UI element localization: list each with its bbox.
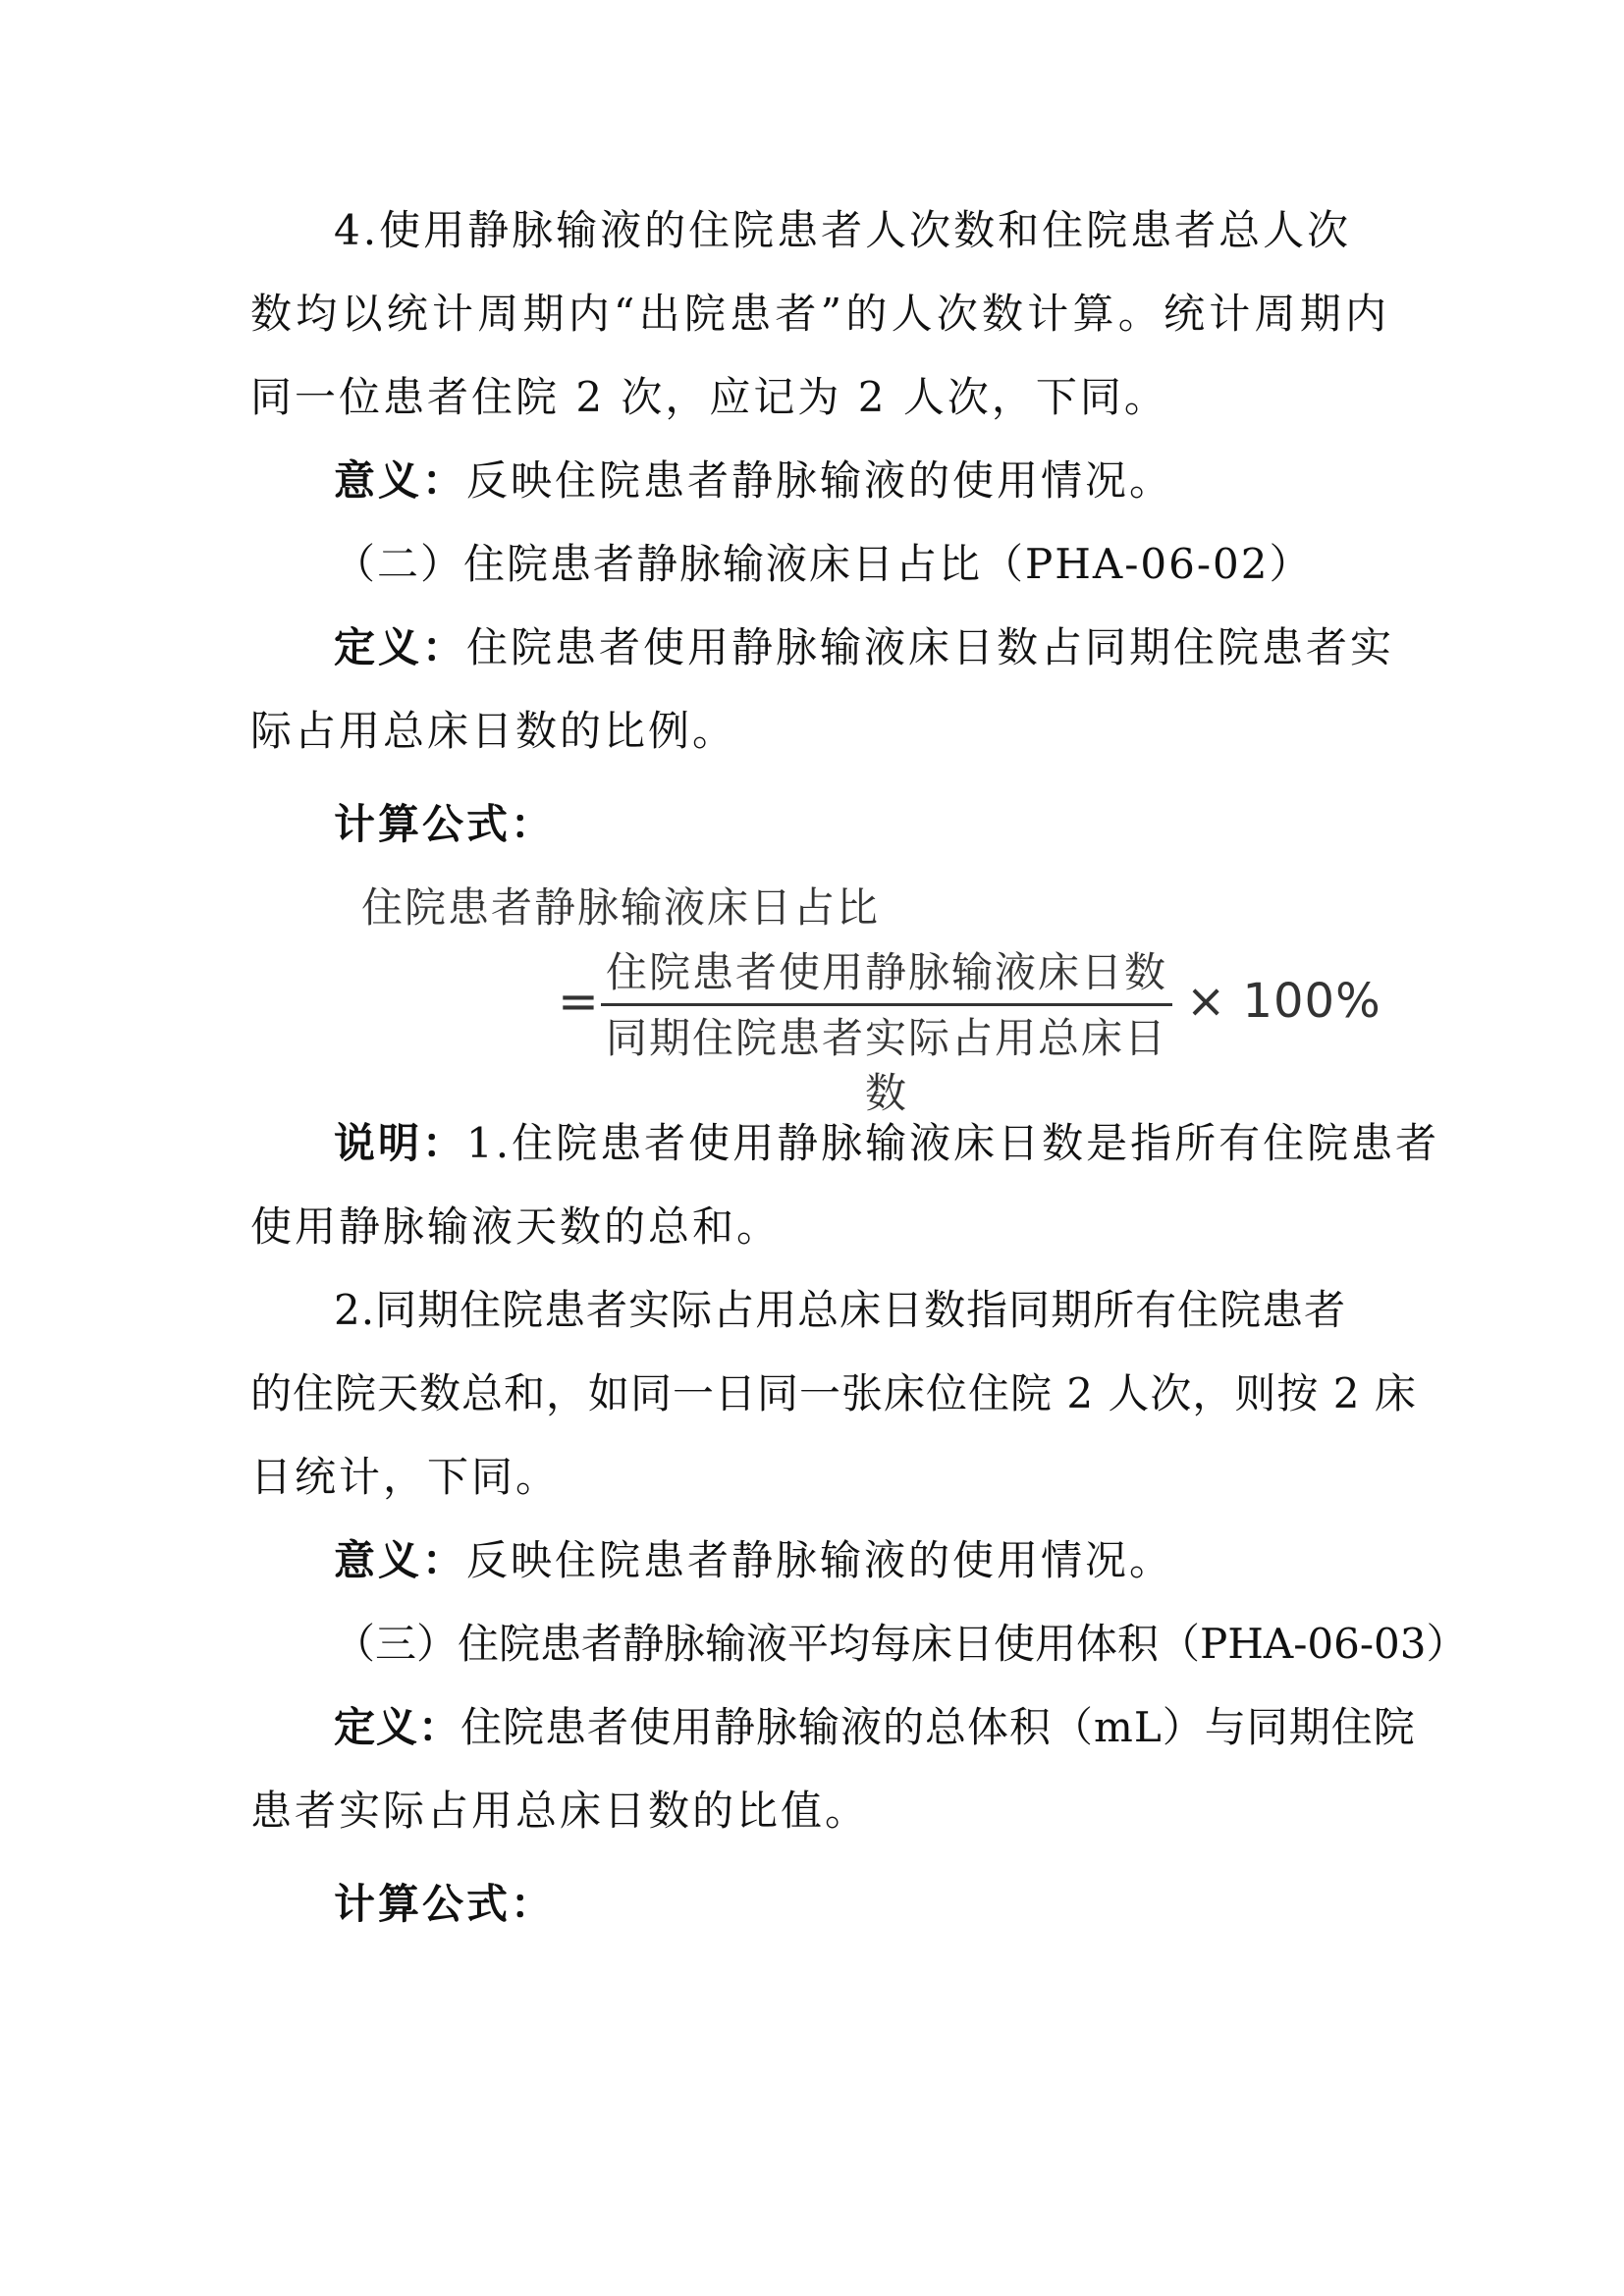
section-heading-3: （三）住院患者静脉输液平均每床日使用体积（PHA-06-03） [334, 1620, 1468, 1668]
paragraph-4-line-2: 数均以统计周期内“出院患者”的人次数计算。统计周期内 [250, 290, 1389, 338]
note-text: 1.住院患者使用静脉输液床日数是指所有住院患者 [466, 1119, 1440, 1167]
formula-lhs: 住院患者静脉输液床日占比 [361, 883, 881, 932]
denominator-text: 同期住院患者实际占用总床日数 [605, 1014, 1167, 1117]
meaning-paragraph-1 [334, 452, 1473, 510]
definition-paragraph-2-line-2: 际占用总床日数的比例。 [250, 707, 737, 755]
fraction-bar [601, 1003, 1172, 1006]
definition-text: 住院患者使用静脉输液床日数占同期住院患者实 [466, 623, 1395, 671]
definition-text: 住院患者使用静脉输液的总体积（mL）与同期住院 [460, 1703, 1416, 1751]
section-heading-2: （二）住院患者静脉输液床日占比（PHA-06-02） [334, 540, 1313, 588]
meaning-label: 意义： [334, 1536, 467, 1584]
note-paragraph-2-line-2: 的住院天数总和，如同一日同一张床位住院 2 人次，则按 2 床 [250, 1369, 1417, 1417]
note-label: 说明： [334, 1119, 467, 1167]
definition-paragraph-2-line-1 [334, 618, 1395, 677]
formula-multiplier: × 100% [1186, 974, 1381, 1029]
formula-numerator [601, 945, 1172, 1000]
meaning-text: 反映住院患者静脉输液的使用情况。 [466, 1536, 1174, 1584]
formula-label-2: 计算公式： [334, 800, 556, 848]
definition-paragraph-3-line-2: 患者实际占用总床日数的比值。 [250, 1787, 870, 1835]
formula-label-3: 计算公式： [334, 1880, 556, 1928]
note-paragraph-1-line-1 [334, 1114, 1440, 1173]
meaning-label: 意义： [334, 456, 467, 505]
definition-label: 定义： [334, 623, 467, 671]
paragraph-4-line-1: 4.使用静脉输液的住院患者人次数和住院患者总人次 [334, 206, 1352, 254]
meaning-text: 反映住院患者静脉输液的使用情况。 [466, 456, 1174, 505]
formula-equals: = [558, 973, 599, 1030]
definition-label: 定义： [334, 1703, 461, 1751]
note-paragraph-1-line-2: 使用静脉输液天数的总和。 [250, 1202, 782, 1251]
note-paragraph-2-line-3: 日统计，下同。 [250, 1453, 561, 1501]
formula-denominator [601, 1011, 1172, 1121]
ratio-formula [334, 879, 1424, 1117]
definition-paragraph-3-line-1 [334, 1698, 1416, 1757]
numerator-text: 住院患者使用静脉输液床日数 [605, 948, 1167, 996]
paragraph-4-line-3: 同一位患者住院 2 次，应记为 2 人次，下同。 [250, 373, 1168, 421]
meaning-paragraph-2 [334, 1531, 1473, 1590]
note-paragraph-2-line-1: 2.同期住院患者实际占用总床日数指同期所有住院患者 [334, 1286, 1347, 1334]
